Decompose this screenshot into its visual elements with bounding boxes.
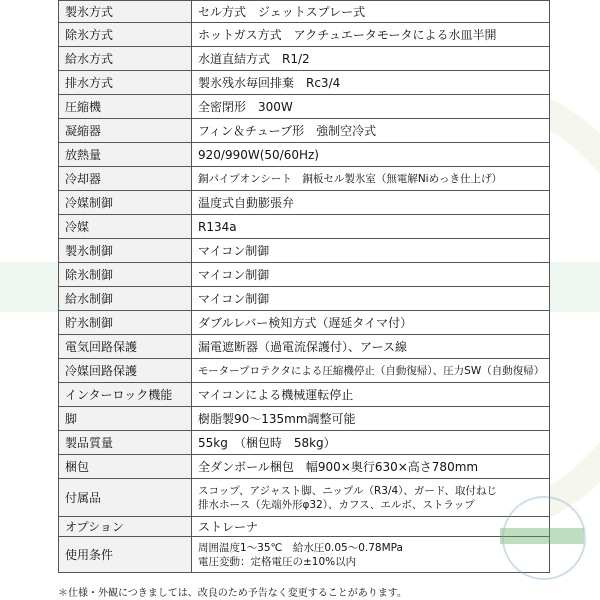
spec-row	[59, 431, 550, 455]
spec-row	[59, 287, 550, 311]
spec-value-line: 920/990W(50/60Hz)	[198, 147, 319, 162]
spec-label: 製氷制御	[59, 239, 192, 263]
spec-value	[192, 119, 550, 143]
spec-value-line: 排水ホース（先端外形φ32）、カフス、エルボ、ストラップ	[198, 498, 475, 511]
spec-value	[192, 431, 550, 455]
spec-value-line: 製氷残水毎回排棄 Rc3/4	[198, 75, 341, 90]
spec-value-line: 温度式自動膨張弁	[198, 195, 295, 210]
spec-label: 給水制御	[59, 287, 192, 311]
spec-value	[192, 287, 550, 311]
spec-label: 除氷制御	[59, 263, 192, 287]
spec-value-line: マイコンによる機械運転停止	[198, 387, 354, 402]
spec-value	[192, 95, 550, 119]
spec-label: 冷媒回路保護	[59, 359, 192, 383]
spec-value	[192, 23, 550, 47]
spec-row	[59, 407, 550, 431]
spec-row	[59, 167, 550, 191]
spec-label: 冷媒制御	[59, 191, 192, 215]
spec-value	[192, 537, 550, 573]
spec-value	[192, 263, 550, 287]
spec-row	[59, 517, 550, 537]
spec-value-line: ホットガス方式 アクチュエータモータによる水皿半開	[198, 27, 497, 42]
spec-label: 除氷方式	[59, 23, 192, 47]
spec-label: オプション	[59, 517, 192, 537]
spec-value-line: 周囲温度1～35℃ 給水圧0.05～0.78MPa	[198, 541, 403, 554]
spec-value-line: R134a	[198, 219, 237, 234]
spec-label: 製品質量	[59, 431, 192, 455]
spec-value-line: マイコン制御	[198, 243, 270, 258]
spec-value-line: 銅パイプオンシート 銅板セル製氷室（無電解Niめっき仕上げ）	[198, 172, 502, 185]
spec-value	[192, 383, 550, 407]
spec-label: 排水方式	[59, 71, 192, 95]
spec-row	[59, 335, 550, 359]
spec-row	[59, 1, 550, 23]
spec-label: インターロック機能	[59, 383, 192, 407]
spec-label: 付属品	[59, 479, 192, 517]
spec-label: 冷媒	[59, 215, 192, 239]
spec-row	[59, 47, 550, 71]
spec-value	[192, 1, 550, 23]
spec-label: 給水方式	[59, 47, 192, 71]
spec-row	[59, 119, 550, 143]
spec-value-line: セル方式 ジェットスプレー式	[198, 4, 366, 19]
spec-value-line: モータープロテクタによる圧縮機停止（自動復帰）、圧力SW（自動復帰）	[198, 364, 545, 377]
spec-value	[192, 47, 550, 71]
spec-value	[192, 143, 550, 167]
spec-value	[192, 311, 550, 335]
spec-value	[192, 167, 550, 191]
spec-row	[59, 191, 550, 215]
spec-value-line: 電圧変動：定格電圧の±10%以内	[198, 555, 357, 568]
spec-value-line: 全ダンボール梱包 幅900×奥行630×高さ780mm	[198, 459, 479, 474]
spec-value-line: マイコン制御	[198, 291, 270, 306]
spec-value	[192, 359, 550, 383]
spec-row	[59, 263, 550, 287]
spec-row	[59, 383, 550, 407]
spec-label: 電気回路保護	[59, 335, 192, 359]
spec-label: 冷却器	[59, 167, 192, 191]
spec-value-line: スコップ、アジャスト脚、ニップル（R3/4）、ガード、取付ねじ	[198, 484, 497, 497]
spec-value	[192, 335, 550, 359]
spec-value	[192, 239, 550, 263]
spec-row	[59, 71, 550, 95]
spec-value-line: ダブルレバー検知方式（遅延タイマ付）	[198, 315, 413, 330]
spec-row	[59, 23, 550, 47]
spec-row	[59, 215, 550, 239]
spec-value-line: フィン＆チューブ形 強制空冷式	[198, 123, 377, 138]
spec-value-line: マイコン制御	[198, 267, 270, 282]
spec-label: 製氷方式	[59, 1, 192, 23]
spec-label: 凝縮器	[59, 119, 192, 143]
spec-row	[59, 239, 550, 263]
spec-value-line: 全密閉形 300W	[198, 99, 293, 114]
spec-label: 圧縮機	[59, 95, 192, 119]
spec-value-line: 55kg （梱包時 58kg）	[198, 435, 336, 450]
spec-label: 放熱量	[59, 143, 192, 167]
spec-row	[59, 537, 550, 573]
footnote: ＊仕様・外観につきましては、改良のため予告なく変更することがあります。	[58, 588, 407, 599]
spec-value-line: 樹脂製90～135mm調整可能	[198, 411, 356, 426]
spec-label: 貯氷制御	[59, 311, 192, 335]
spec-row	[59, 479, 550, 517]
spec-row	[59, 455, 550, 479]
spec-table	[58, 0, 550, 573]
spec-value-line: ストレーナ	[198, 519, 259, 534]
spec-label: 使用条件	[59, 537, 192, 573]
spec-value	[192, 455, 550, 479]
spec-value	[192, 517, 550, 537]
spec-value-line: 水道直結方式 R1/2	[198, 51, 310, 66]
spec-row	[59, 311, 550, 335]
spec-row	[59, 95, 550, 119]
spec-value	[192, 407, 550, 431]
spec-row	[59, 359, 550, 383]
spec-row	[59, 143, 550, 167]
spec-value-line: 漏電遮断器（過電流保護付）、アース線	[198, 339, 408, 354]
spec-label: 脚	[59, 407, 192, 431]
spec-value	[192, 479, 550, 517]
spec-label: 梱包	[59, 455, 192, 479]
spec-value	[192, 191, 550, 215]
spec-value	[192, 71, 550, 95]
spec-value	[192, 215, 550, 239]
